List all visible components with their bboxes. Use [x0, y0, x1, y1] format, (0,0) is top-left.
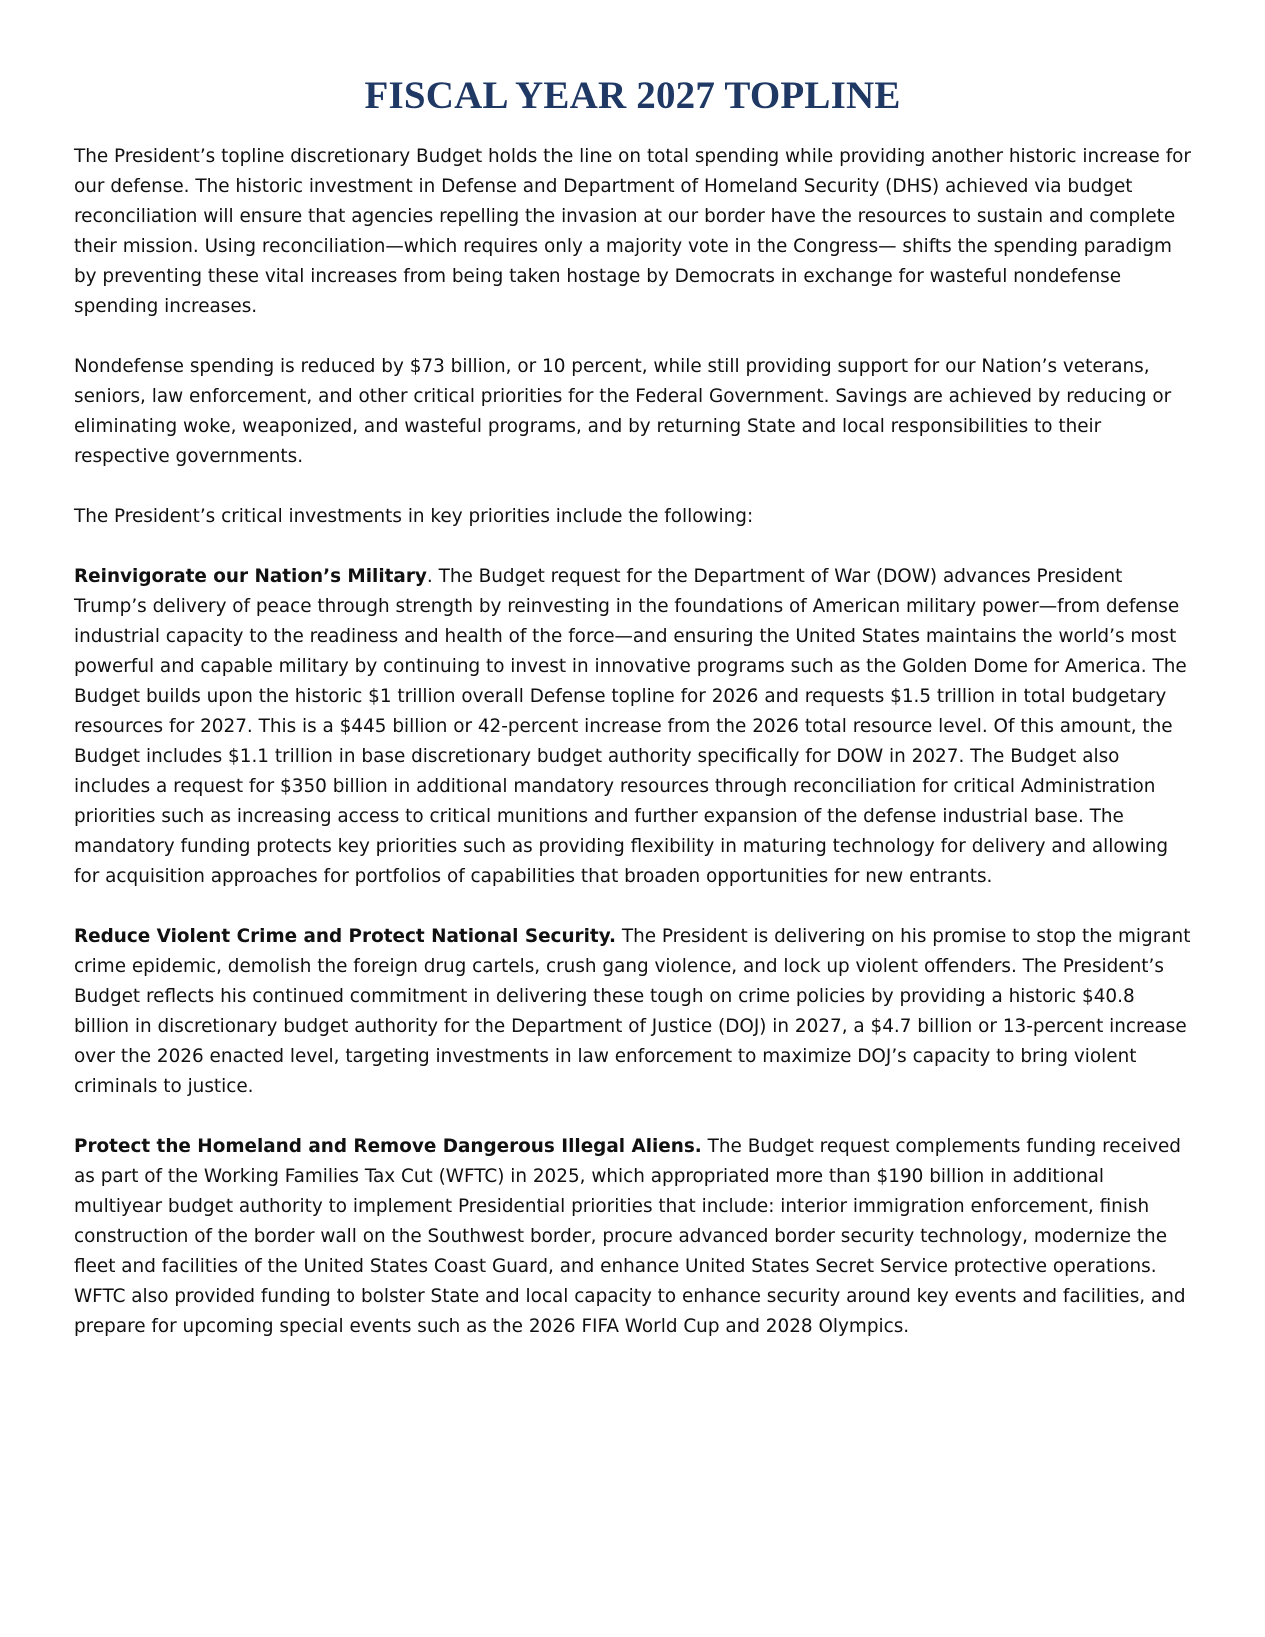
section-crime-security-text: The President is delivering on his promise to stop the migrant crime epidemic, demolish the foreign drug cartels, crush gang violence, and lock up violent offenders. The President’s Budget reflects his continued commitment in delivering these tough on crime policies by providing a historic $40.8 billion in discretionary budget authority for the Department of Justice (DOJ) in 2027, a $4.7 billion or 13-percent increase over the 2026 enacted level, targeting investments in law enforcement to maximize DOJ’s capacity to bring violent criminals to justice. — [74, 926, 1191, 1097]
section-crime-security — [74, 922, 1191, 1102]
section-crime-security-heading: Reduce Violent Crime and Protect National Security. — [74, 926, 617, 947]
intro-paragraph-nondefense: Nondefense spending is reduced by $73 billion, or 10 percent, while still providing support for our Nation’s veterans, seniors, law enforcement, and other critical priorities for the Federal Government. Savings are achieved by reducing or eliminating woke, weaponized, and wasteful programs, and by returning State and local responsibilities to their respective governments. — [74, 356, 1172, 467]
intro-paragraph-priorities-lead: The President’s critical investments in key priorities include the following: — [74, 506, 754, 527]
page-title: FISCAL YEAR 2027 TOPLINE — [364, 74, 901, 117]
section-military-heading: Reinvigorate our Nation’s Military — [74, 566, 427, 587]
section-military — [74, 562, 1191, 892]
intro-paragraph-budget-topline: The President’s topline discretionary Budget holds the line on total spending while providing another historic increase for our defense. The historic investment in Defense and Department of Homeland Security (DHS) achieved via budget reconciliation will ensure that agencies repelling the invasion at our border have the resources to sustain and complete their mission. Using reconciliation—which requires only a majority vote in the Congress— shifts the spending paradigm by preventing these vital increases from being taken hostage by Democrats in exchange for wasteful nondefense spending increases. — [74, 146, 1191, 317]
section-homeland-heading: Protect the Homeland and Remove Dangerous Illegal Aliens. — [74, 1136, 702, 1157]
document-body — [74, 142, 1191, 1342]
section-homeland — [74, 1132, 1191, 1342]
section-homeland-text: The Budget request complements funding received as part of the Working Families Tax Cut (WFTC) in 2025, which appropriated more than $190 billion in additional multiyear budget authority to implement Presidential priorities that include: interior immigration enforcement, finish construction of the border wall on the Southwest border, procure advanced border security technology, modernize the fleet and facilities of the United States Coast Guard, and enhance United States Secret Service protective operations. WFTC also provided funding to bolster State and local capacity to enhance security around key events and facilities, and prepare for upcoming special events such as the 2026 FIFA World Cup and 2028 Olympics. — [74, 1136, 1186, 1337]
section-military-text: . The Budget request for the Department of War (DOW) advances President Trump’s delivery of peace through strength by reinvesting in the foundations of American military power—from defense industrial capacity to the readiness and health of the force—and ensuring the United States maintains the world’s most powerful and capable military by continuing to invest in innovative programs such as the Golden Dome for America. The Budget builds upon the historic $1 trillion overall Defense topline for 2026 and requests $1.5 trillion in total budgetary resources for 2027. This is a $445 billion or 42-percent increase from the 2026 total resource level. Of this amount, the Budget includes $1.1 trillion in base discretionary budget authority specifically for DOW in 2027. The Budget also includes a request for $350 billion in additional mandatory resources through reconciliation for critical Administration priorities such as increasing access to critical munitions and further expansion of the defense industrial base. The mandatory funding protects key priorities such as providing flexibility in maturing technology for delivery and allowing for acquisition approaches for portfolios of capabilities that broaden opportunities for new entrants. — [74, 566, 1187, 887]
